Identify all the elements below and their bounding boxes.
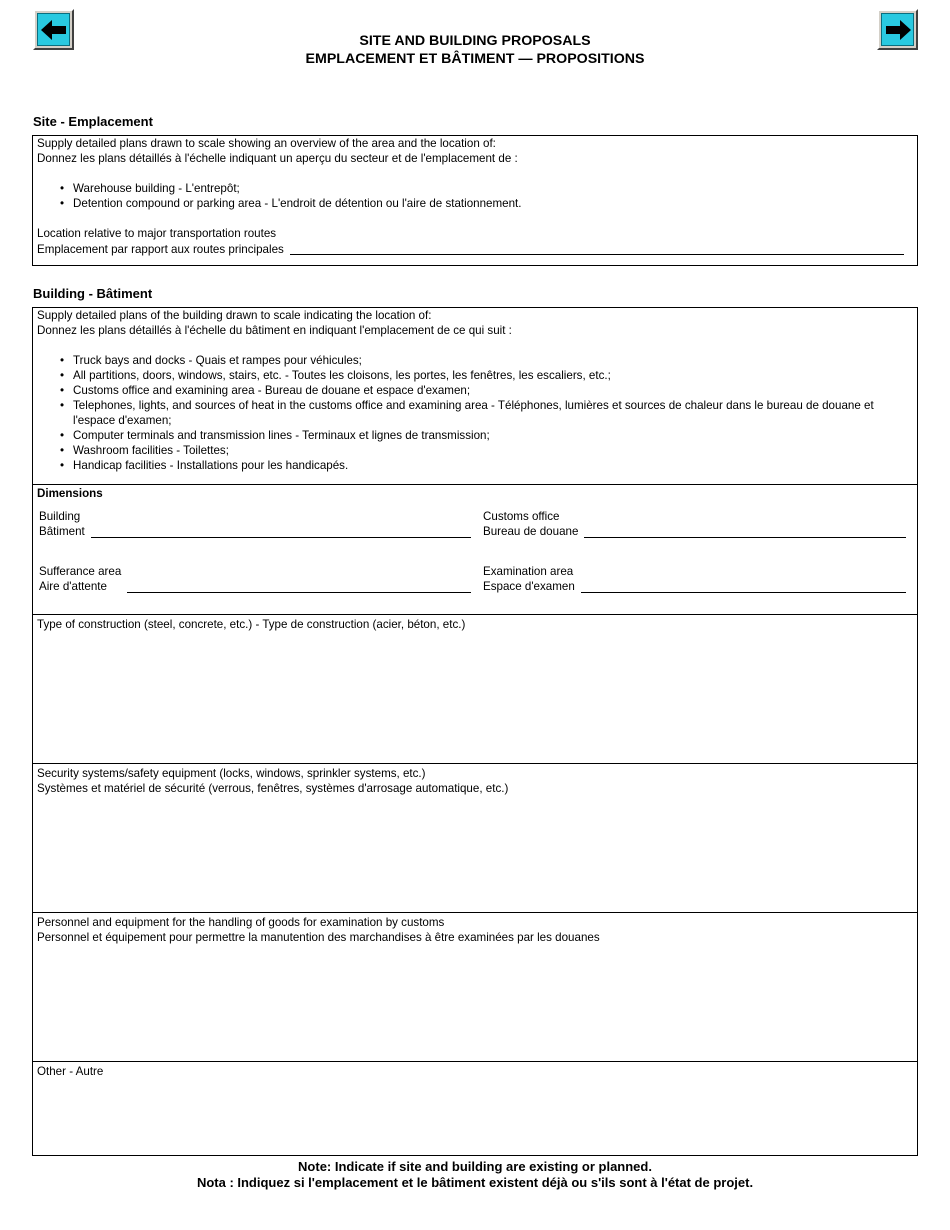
examination-area-label-en: Examination area xyxy=(483,565,574,578)
examination-area-input[interactable] xyxy=(581,579,906,593)
note-french: Nota : Indiquez si l'emplacement et le bâtiment existent déjà ou s'ils sont à l'état de projet. xyxy=(196,1175,754,1190)
building-instructions xyxy=(33,308,917,473)
location-label-fr: Emplacement par rapport aux routes principales xyxy=(37,243,284,256)
customs-office-input[interactable] xyxy=(584,524,906,538)
page-title xyxy=(0,32,950,68)
sufferance-area-label-en: Sufferance area xyxy=(39,565,122,578)
sufferance-area-input[interactable] xyxy=(127,579,471,593)
sufferance-area-row xyxy=(39,564,471,594)
security-label-en: Security systems/safety equipment (locks, windows, sprinkler systems, etc.) xyxy=(37,767,426,780)
building-intro-fr: Donnez les plans détaillés à l'échelle du bâtiment en indiquant l'emplacement de ce qui suit : xyxy=(37,324,512,337)
other-label: Other - Autre xyxy=(37,1065,104,1078)
sufferance-area-label-fr: Aire d'attente xyxy=(39,580,107,593)
location-field-row xyxy=(37,241,904,257)
list-item: • Washroom facilities - Toilettes; xyxy=(37,443,883,458)
security-label-fr: Systèmes et matériel de sécurité (verrous, fenêtres, systèmes d'arrosage automatique, etc.) xyxy=(37,782,509,795)
building-box xyxy=(32,307,918,1156)
dimensions-section xyxy=(32,484,918,615)
location-input[interactable] xyxy=(290,241,904,255)
footer-note xyxy=(0,1159,950,1191)
other-field[interactable] xyxy=(32,1061,918,1156)
dimensions-heading: Dimensions xyxy=(37,487,103,500)
site-intro-en: Supply detailed plans drawn to scale showing an overview of the area and the location of: xyxy=(37,137,496,150)
building-intro-en: Supply detailed plans of the building drawn to scale indicating the location of: xyxy=(37,309,432,322)
title-english: SITE AND BUILDING PROPOSALS xyxy=(359,33,591,49)
construction-field[interactable] xyxy=(32,614,918,764)
building-heading: Building - Bâtiment xyxy=(33,286,153,301)
list-item: • Warehouse building - L'entrepôt; xyxy=(37,181,904,196)
site-box xyxy=(32,135,918,266)
site-list xyxy=(37,181,904,211)
site-intro-fr: Donnez les plans détaillés à l'échelle indiquant un aperçu du secteur et de l'emplacement de : xyxy=(37,152,518,165)
customs-office-label-en: Customs office xyxy=(483,510,560,523)
list-item: • Detention compound or parking area - L'endroit de détention ou l'aire de stationnement. xyxy=(37,196,904,211)
customs-office-label-fr: Bureau de douane xyxy=(483,525,579,538)
location-label-en: Location relative to major transportation routes xyxy=(37,227,277,240)
list-item: • Truck bays and docks - Quais et rampes pour véhicules; xyxy=(37,353,883,368)
note-english: Note: Indicate if site and building are existing or planned. xyxy=(298,1159,652,1174)
examination-area-row xyxy=(483,564,906,594)
personnel-label-en: Personnel and equipment for the handling of goods for examination by customs xyxy=(37,916,445,929)
list-item: • Handicap facilities - Installations pour les handicapés. xyxy=(37,458,883,473)
building-dimension-row xyxy=(39,509,471,539)
list-item: • All partitions, doors, windows, stairs, etc. - Toutes les cloisons, les portes, les fenêtres, les escaliers, etc.; xyxy=(37,368,883,383)
list-item: • Telephones, lights, and sources of heat in the customs office and examining area - Téléphones, lumières et sources de chaleur dans le bureau de douane et l'espace d'examen; xyxy=(37,398,883,428)
building-dimension-input[interactable] xyxy=(91,524,471,538)
building-list xyxy=(37,353,913,473)
personnel-label-fr: Personnel et équipement pour permettre la manutention des marchandises à être examinées par les douanes xyxy=(37,931,600,944)
title-french: EMPLACEMENT ET BÂTIMENT — PROPOSITIONS xyxy=(305,51,645,67)
examination-area-label-fr: Espace d'examen xyxy=(483,580,575,593)
customs-office-row xyxy=(483,509,906,539)
building-dimension-label-en: Building xyxy=(39,510,81,523)
list-item: • Customs office and examining area - Bureau de douane et espace d'examen; xyxy=(37,383,883,398)
site-heading: Site - Emplacement xyxy=(33,114,153,129)
security-field[interactable] xyxy=(32,763,918,913)
construction-label: Type of construction (steel, concrete, etc.) - Type de construction (acier, béton, etc.) xyxy=(37,618,466,631)
list-item: • Computer terminals and transmission lines - Terminaux et lignes de transmission; xyxy=(37,428,883,443)
personnel-field[interactable] xyxy=(32,912,918,1062)
building-dimension-label-fr: Bâtiment xyxy=(39,525,85,538)
